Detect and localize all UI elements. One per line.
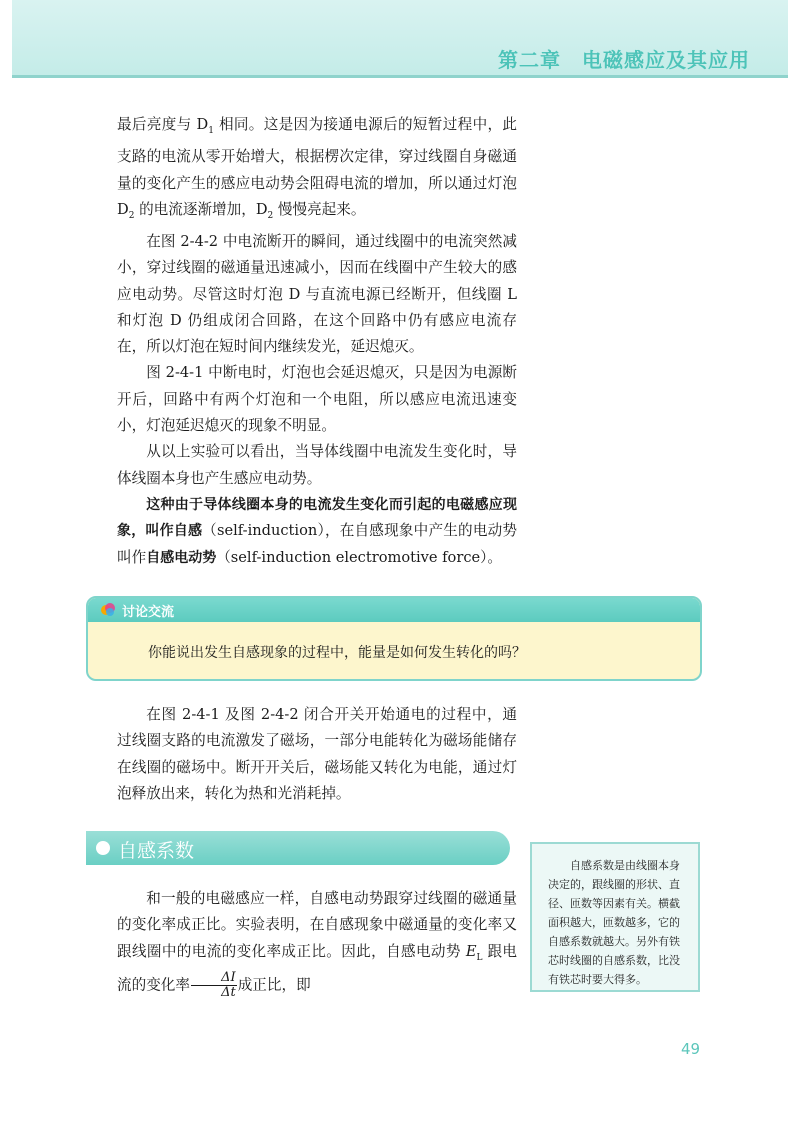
body-text-mid	[117, 702, 517, 807]
paragraph-definition: 这种由于导体线圈本身的电流发生变化而引起的电磁感应现象，叫作自感（self-induction），在自感现象中产生的电动势叫作自感电动势（self-induction electromotive force）。	[117, 496, 517, 566]
discussion-header	[88, 598, 700, 622]
sidenote-box: 自感系数是由线圈本身决定的，跟线圈的形状、直径、匝数等因素有关。横截面积越大，匝数越多，它的自感系数就越大。另外有铁芯时线圈的自感系数，比没有铁芯时要大得多。	[530, 842, 700, 992]
paragraph-2: 在图 2-4-2 中电流断开的瞬间，通过线圈中的电流突然减小，穿过线圈的磁通量迅速减小，因而在线圈中产生较大的感应电动势。尽管这时灯泡 D 与直流电源已经断开，但线圈 L 和灯泡 D 仍组成闭合回路，在这个回路中仍有感应电流存在，所以灯泡在短时间内继续发光，延迟熄灭。	[117, 233, 517, 356]
discussion-title: 讨论交流	[122, 605, 175, 620]
discussion-icon	[100, 602, 116, 618]
section-title: 自感系数	[118, 840, 195, 862]
paragraph-1: 最后亮度与 $D_1$ 相同。这是因为接通电源后的短暂过程中，此支路的电流从零开始增大，根据楞次定律，穿过线圈自身磁通量的变化产生的感应电动势会阻碍电流的增加，所以通过灯泡 $D_2$ 的电流逐渐增加，$D_2$ 慢慢亮起来。	[117, 116, 517, 221]
paragraph-3: 图 2-4-1 中断电时，灯泡也会延迟熄灭，只是因为电源断开后，回路中有两个灯泡和一个电阻，所以感应电流迅速变小，灯泡延迟熄灭的现象不明显。	[117, 364, 517, 435]
discussion-question: 你能说出发生自感现象的过程中，能量是如何发生转化的吗？	[148, 645, 526, 661]
rate-fraction: $\frac{\Delta I}{\Delta t}$	[191, 971, 237, 1000]
body-text-bottom	[117, 886, 517, 1000]
paragraph-energy: 在图 2-4-1 及图 2-4-2 闭合开关开始通电的过程中，通过线圈支路的电流激发了磁场，一部分电能转化为磁场能储存在线圈的磁场中。断开开关后，磁场能又转化为电能，通过灯泡释放出来，转化为热和光消耗掉。	[117, 706, 517, 802]
discussion-box	[86, 596, 702, 681]
paragraph-coefficient: 和一般的电磁感应一样，自感电动势跟穿过线圈的磁通量的变化率成正比。实验表明，在自感现象中磁通量的变化率又跟线圈中的电流的变化率成正比。因此，自感电动势 $E_L$ 跟电流的变化率 $\frac{\Delta I}{\Delta t}$ 成正比，即	[117, 890, 517, 1000]
page-number: 49	[681, 1040, 701, 1058]
section-heading	[86, 831, 510, 865]
chapter-title: 第二章 电磁感应及其应用	[498, 48, 750, 72]
paragraph-4: 从以上实验可以看出，当导体线圈中电流发生变化时，导体线圈本身也产生感应电动势。	[117, 443, 517, 487]
body-text-top	[117, 112, 517, 571]
page-header	[12, 0, 788, 78]
bullet-icon	[96, 841, 110, 855]
